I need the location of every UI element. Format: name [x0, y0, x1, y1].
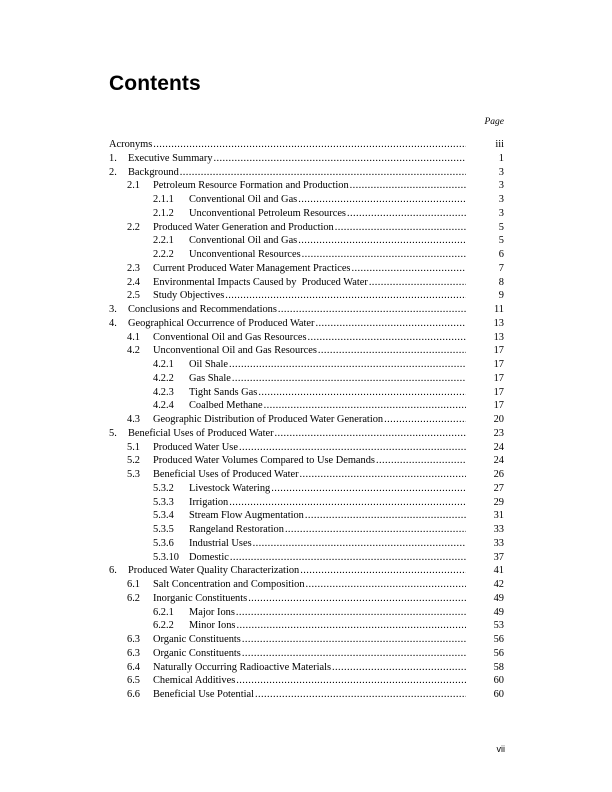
dot-leader — [384, 413, 466, 427]
toc-entry-number: 1. — [109, 152, 117, 164]
toc-entry-number: 6.6 — [127, 689, 140, 700]
toc-entry-number: 5.3 — [127, 469, 140, 480]
toc-entry-number: 2.1.1 — [153, 194, 174, 205]
toc-entry-page: 3 — [498, 207, 504, 219]
toc-entry-number: 6. — [109, 565, 117, 577]
toc-entry[interactable] — [109, 633, 504, 647]
toc-entry-title: Stream Flow Augmentation — [189, 510, 304, 522]
toc-entry-title: Current Produced Water Management Practices — [153, 262, 351, 274]
dot-leader — [335, 221, 466, 235]
page-title: Contents — [109, 72, 201, 95]
toc-entry[interactable] — [109, 578, 504, 592]
toc-entry-page: 37 — [493, 551, 504, 563]
toc-entry-title: Conventional Oil and Gas — [189, 194, 298, 205]
toc-entry-page: 42 — [493, 579, 504, 590]
dot-leader — [236, 606, 466, 620]
dot-leader — [229, 496, 466, 510]
toc-entry-page: 24 — [493, 441, 504, 453]
toc-entry-number: 2.2.2 — [153, 249, 174, 260]
dot-leader — [242, 633, 466, 647]
toc-entry-page: 27 — [493, 482, 504, 494]
toc-entry-title: Produced Water Quality Characterization — [128, 565, 300, 577]
toc-entry-title: Beneficial Uses of Produced Water — [153, 469, 299, 480]
dot-leader — [305, 509, 466, 523]
toc-entry[interactable] — [109, 234, 504, 248]
toc-entry-page: 13 — [493, 317, 504, 329]
toc-entry[interactable] — [109, 413, 504, 427]
toc-entry[interactable] — [109, 303, 504, 317]
toc-entry[interactable] — [109, 468, 504, 482]
toc-entry-title: Produced Water Use — [153, 441, 238, 453]
dot-leader — [316, 317, 467, 331]
dot-leader — [255, 688, 466, 702]
toc-entry-title: Geographic Distribution of Produced Water Generation — [153, 414, 384, 425]
toc-entry-title: Gas Shale — [189, 372, 231, 384]
toc-entry-page: 5 — [498, 235, 504, 247]
toc-entry-number: 6.2.1 — [153, 606, 174, 618]
toc-entry-title: Oil Shale — [189, 359, 228, 370]
toc-entry-page: 1 — [498, 152, 504, 164]
toc-entry-title: Acronyms — [109, 139, 153, 150]
toc-entry[interactable] — [109, 496, 504, 510]
toc-entry[interactable] — [109, 647, 504, 661]
toc-entry-number: 5.3.2 — [153, 482, 174, 494]
toc-entry[interactable] — [109, 482, 504, 496]
toc-entry-page: 20 — [493, 414, 504, 425]
toc-entry-number: 2.1.2 — [153, 207, 174, 219]
dot-leader — [300, 468, 466, 482]
toc-entry-title: Beneficial Uses of Produced Water — [128, 427, 274, 439]
toc-entry-number: 4.2.3 — [153, 386, 174, 398]
table-of-contents — [109, 138, 504, 702]
toc-entry-number: 2. — [109, 166, 117, 178]
dot-leader — [264, 399, 466, 413]
toc-entry-number: 5.1 — [127, 441, 140, 453]
toc-entry-page: 33 — [493, 524, 504, 535]
toc-entry-title: Produced Water Volumes Compared to Use Demands — [153, 455, 375, 467]
dot-leader — [308, 331, 466, 345]
toc-entry-number: 5.3.4 — [153, 510, 174, 522]
toc-entry-title: Conventional Oil and Gas Resources — [153, 331, 307, 343]
dot-leader — [300, 564, 466, 578]
toc-entry-title: Rangeland Restoration — [189, 524, 284, 535]
toc-entry[interactable] — [109, 152, 504, 166]
toc-entry-number: 6.3 — [127, 647, 140, 659]
toc-entry-title: Background — [128, 166, 179, 178]
toc-entry[interactable] — [109, 276, 504, 290]
toc-entry-number: 2.2.1 — [153, 235, 174, 247]
toc-entry-title: Naturally Occurring Radioactive Materials — [153, 661, 332, 673]
toc-entry-title: Inorganic Constituents — [153, 592, 248, 604]
toc-entry-number: 6.2.2 — [153, 620, 174, 632]
toc-entry-page: 17 — [493, 359, 504, 370]
toc-entry[interactable] — [109, 592, 504, 606]
dot-leader — [278, 303, 466, 317]
toc-entry-page: 53 — [493, 620, 504, 632]
toc-entry[interactable] — [109, 138, 504, 152]
toc-entry-page: 41 — [493, 565, 504, 577]
toc-entry-page: 3 — [498, 180, 504, 192]
dot-leader — [258, 386, 466, 400]
dot-leader — [230, 551, 466, 565]
toc-entry-page: 23 — [493, 427, 504, 439]
page-number: vii — [496, 744, 505, 754]
dot-leader — [248, 592, 466, 606]
toc-entry[interactable] — [109, 386, 504, 400]
toc-entry-page: 17 — [493, 400, 504, 412]
toc-entry-page: 17 — [493, 345, 504, 357]
toc-entry-number: 6.1 — [127, 579, 140, 590]
toc-entry-title: Produced Water Generation and Production — [153, 221, 334, 233]
toc-entry-number: 6.3 — [127, 634, 140, 645]
toc-entry-title: Executive Summary — [128, 152, 213, 164]
dot-leader — [350, 179, 466, 193]
dot-leader — [214, 152, 466, 166]
toc-entry-number: 6.5 — [127, 675, 140, 687]
toc-entry[interactable] — [109, 427, 504, 441]
toc-entry-number: 6.2 — [127, 592, 140, 604]
dot-leader — [271, 482, 466, 496]
dot-leader — [369, 276, 466, 290]
toc-entry-number: 4.2.2 — [153, 372, 174, 384]
toc-entry-page: 49 — [493, 592, 504, 604]
dot-leader — [351, 262, 466, 276]
toc-entry-page: 60 — [493, 689, 504, 700]
toc-entry-page: 33 — [493, 537, 504, 549]
toc-entry[interactable] — [109, 248, 504, 262]
dot-leader — [225, 289, 466, 303]
toc-entry-title: Environmental Impacts Caused by Produced Water — [153, 276, 368, 288]
toc-entry-title: Conclusions and Recommendations — [128, 304, 277, 315]
toc-entry[interactable] — [109, 674, 504, 688]
dot-leader — [302, 248, 466, 262]
toc-entry[interactable] — [109, 358, 504, 372]
toc-entry-page: 9 — [498, 290, 504, 302]
toc-entry[interactable] — [109, 399, 504, 413]
toc-entry[interactable] — [109, 166, 504, 180]
toc-entry[interactable] — [109, 221, 504, 235]
toc-entry-page: 58 — [493, 661, 504, 673]
toc-entry-number: 5.3.10 — [153, 551, 179, 563]
toc-entry[interactable] — [109, 564, 504, 578]
toc-entry-title: Petroleum Resource Formation and Production — [153, 180, 349, 192]
toc-entry-title: Tight Sands Gas — [189, 386, 258, 398]
toc-entry-page: 31 — [493, 510, 504, 522]
toc-entry-page: 7 — [498, 262, 504, 274]
toc-entry[interactable] — [109, 606, 504, 620]
toc-entry-page: 11 — [493, 304, 504, 315]
toc-entry[interactable] — [109, 207, 504, 221]
toc-entry[interactable] — [109, 551, 504, 565]
toc-entry-number: 4.2.4 — [153, 400, 174, 412]
toc-entry-number: 2.5 — [127, 290, 140, 302]
toc-entry[interactable] — [109, 262, 504, 276]
toc-entry[interactable] — [109, 331, 504, 345]
toc-entry-number: 3. — [109, 304, 117, 315]
toc-entry-title: Organic Constituents — [153, 647, 241, 659]
toc-entry-page: 56 — [493, 634, 504, 645]
toc-entry-number: 5.3.6 — [153, 537, 174, 549]
dot-leader — [236, 674, 466, 688]
dot-leader — [298, 193, 466, 207]
toc-entry-number: 2.2 — [127, 221, 140, 233]
toc-entry-number: 5.2 — [127, 455, 140, 467]
toc-entry-title: Domestic — [189, 551, 229, 563]
toc-entry-title: Irrigation — [189, 496, 229, 508]
dot-leader — [306, 578, 466, 592]
toc-entry-page: iii — [495, 139, 504, 150]
toc-entry-page: 29 — [493, 496, 504, 508]
dot-leader — [153, 138, 466, 152]
toc-entry-title: Beneficial Use Potential — [153, 689, 254, 700]
toc-entry-number: 2.4 — [127, 276, 140, 288]
toc-entry-number: 4. — [109, 317, 117, 329]
toc-entry-page: 24 — [493, 455, 504, 467]
toc-entry-page: 6 — [498, 249, 504, 260]
dot-leader — [236, 619, 466, 633]
toc-entry-page: 17 — [493, 386, 504, 398]
toc-entry-number: 5.3.5 — [153, 524, 174, 535]
toc-entry-page: 5 — [498, 221, 504, 233]
page-column-label: Page — [484, 117, 504, 127]
toc-entry-title: Industrial Uses — [189, 537, 252, 549]
toc-entry-number: 4.1 — [127, 331, 140, 343]
toc-entry[interactable] — [109, 344, 504, 358]
toc-entry[interactable] — [109, 537, 504, 551]
toc-entry[interactable] — [109, 619, 504, 633]
dot-leader — [180, 166, 466, 180]
toc-entry-page: 3 — [498, 166, 504, 178]
dot-leader — [298, 234, 466, 248]
toc-entry-number: 2.1 — [127, 180, 140, 192]
toc-entry[interactable] — [109, 289, 504, 303]
toc-entry-page: 3 — [498, 194, 504, 205]
dot-leader — [229, 358, 466, 372]
toc-entry[interactable] — [109, 661, 504, 675]
toc-entry-page: 49 — [493, 606, 504, 618]
toc-entry-page: 26 — [493, 469, 504, 480]
toc-entry-number: 4.3 — [127, 414, 140, 425]
dot-leader — [347, 207, 466, 221]
toc-entry-title: Major Ions — [189, 606, 235, 618]
toc-entry[interactable] — [109, 441, 504, 455]
toc-entry-number: 2.3 — [127, 262, 140, 274]
toc-entry[interactable] — [109, 372, 504, 386]
toc-entry-title: Livestock Watering — [189, 482, 271, 494]
dot-leader — [332, 661, 466, 675]
dot-leader — [253, 537, 466, 551]
toc-entry-number: 4.2 — [127, 345, 140, 357]
toc-entry-title: Unconventional Resources — [189, 249, 301, 260]
toc-entry-title: Organic Constituents — [153, 634, 241, 645]
dot-leader — [285, 523, 466, 537]
toc-entry-title: Minor Ions — [189, 620, 236, 632]
toc-entry[interactable] — [109, 179, 504, 193]
dot-leader — [376, 454, 466, 468]
toc-entry-title: Coalbed Methane — [189, 400, 263, 412]
toc-entry-number: 5.3.3 — [153, 496, 174, 508]
toc-entry-page: 60 — [493, 675, 504, 687]
toc-entry-title: Geographical Occurrence of Produced Water — [128, 317, 315, 329]
toc-entry[interactable] — [109, 193, 504, 207]
dot-leader — [239, 441, 466, 455]
toc-entry-page: 13 — [493, 331, 504, 343]
toc-entry-number: 4.2.1 — [153, 359, 174, 370]
toc-entry-page: 17 — [493, 372, 504, 384]
toc-entry[interactable] — [109, 523, 504, 537]
toc-entry-number: 5. — [109, 427, 117, 439]
toc-entry-title: Salt Concentration and Composition — [153, 579, 305, 590]
toc-entry-page: 56 — [493, 647, 504, 659]
toc-entry[interactable] — [109, 509, 504, 523]
dot-leader — [275, 427, 466, 441]
dot-leader — [242, 647, 466, 661]
toc-entry-title: Unconventional Petroleum Resources — [189, 207, 346, 219]
toc-entry-title: Chemical Additives — [153, 675, 236, 687]
toc-entry-page: 8 — [498, 276, 504, 288]
toc-entry-title: Unconventional Oil and Gas Resources — [153, 345, 317, 357]
toc-entry[interactable] — [109, 688, 504, 702]
dot-leader — [318, 344, 466, 358]
dot-leader — [232, 372, 466, 386]
toc-entry-number: 6.4 — [127, 661, 140, 673]
toc-entry-title: Study Objectives — [153, 290, 225, 302]
toc-entry[interactable] — [109, 454, 504, 468]
toc-entry[interactable] — [109, 317, 504, 331]
toc-entry-title: Conventional Oil and Gas — [189, 235, 298, 247]
